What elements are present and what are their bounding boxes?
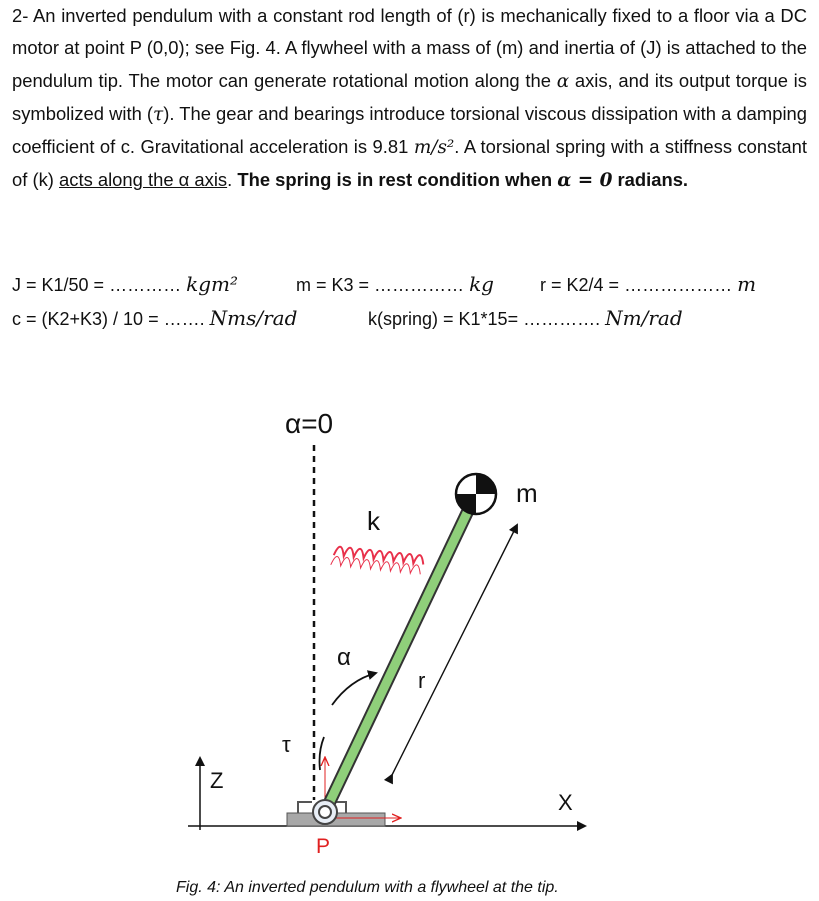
figure-caption: Fig. 4: An inverted pendulum with a flywheel at the tip. (176, 879, 559, 896)
pivot-inner (319, 806, 331, 818)
r-unit: m (737, 272, 757, 296)
torsional-spring-bottom (331, 556, 421, 574)
alpha-arc-arrow (332, 673, 376, 705)
alpha-rest: α = 0 (557, 170, 613, 192)
r-length-arrow (392, 525, 517, 775)
j-label: J = K1/50 = (12, 275, 110, 295)
alpha-label: α (337, 644, 351, 671)
alpha-symbol: α (556, 70, 570, 92)
problem-mid3: . A torsional spring with a stiffness constant of (k) (12, 136, 807, 191)
m-unit: kg (469, 272, 494, 296)
c-label: c = (K2+K3) / 10 = (12, 309, 164, 329)
x-axis-label: X (558, 790, 573, 815)
k-dots: …………. (523, 309, 601, 329)
r-label: r = K2/4 = (540, 275, 625, 295)
flywheel-mass-icon (456, 474, 496, 514)
bold-text: The spring is in rest condition when (237, 169, 553, 191)
period: . (227, 169, 233, 191)
tau-label: τ (282, 732, 291, 757)
problem-mid1: axis, and its output torque is symbolized with ( (12, 69, 807, 124)
mass-label: m (516, 478, 538, 508)
r-label: r (418, 668, 426, 693)
m-dots: …………… (374, 275, 465, 295)
gravity-unit: m/s² (413, 137, 455, 159)
alpha-zero-label: α=0 (285, 408, 334, 439)
tau-symbol: τ (153, 103, 164, 125)
radians-text: radians. (617, 169, 689, 191)
j-unit: kgm² (186, 272, 238, 296)
pivot-label: P (316, 835, 331, 858)
problem-intro: 2- An inverted pendulum with a constant rod length of (r) is mechanically fixed to a floor via a DC motor at point P (0,0); see Fig. 4. A flywheel with a mass of (m) and inertia of (J) is attached to the pendulum tip. The motor can generate rotational motion along the (12, 5, 807, 91)
z-axis-label: Z (210, 768, 224, 793)
c-unit: Nms/rad (209, 306, 298, 330)
m-label: m = K3 = (296, 275, 375, 295)
torsional-spring (334, 546, 424, 564)
j-dots: ………… (109, 275, 182, 295)
underlined-phrase: acts along the α axis (59, 169, 228, 191)
problem-mid2: ). The gear and bearings introduce torsional viscous dissipation with a damping coefficient of c. Gravitational acceleration is 9.81 (12, 102, 807, 158)
k-label: k(spring) = K1*15= (368, 309, 524, 329)
c-dots: ……. (163, 309, 205, 329)
tau-arc (320, 737, 325, 770)
k-unit: Nm/rad (605, 306, 683, 330)
spring-label: k (367, 506, 380, 536)
r-dots: ……………… (624, 275, 733, 295)
